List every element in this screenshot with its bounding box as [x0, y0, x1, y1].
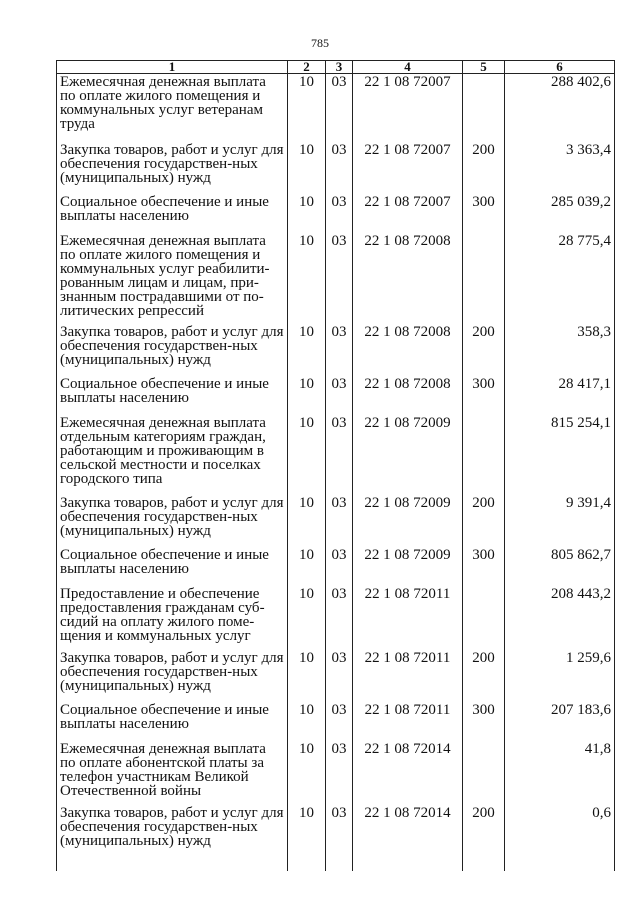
row-name-cell: Социальное обеспечение и иные выплаты населению [57, 547, 288, 586]
column-header: 3 [326, 61, 353, 74]
row-name-cell: Закупка товаров, работ и услуг для обеспечения государствен-ных (муниципальных) нужд [57, 650, 288, 702]
row-section-cell: 10 [288, 547, 326, 586]
row-expense-type-cell: 200 [463, 142, 505, 194]
table-row [57, 702, 615, 741]
table-row [57, 233, 615, 324]
row-section-cell: 10 [288, 376, 326, 415]
row-expense-type-cell [463, 233, 505, 324]
row-expense-type-cell: 300 [463, 376, 505, 415]
row-target-code-cell: 22 1 08 72009 [353, 415, 463, 495]
table-body [57, 74, 615, 871]
table-row [57, 194, 615, 233]
row-target-code-cell: 22 1 08 72011 [353, 586, 463, 650]
row-section-cell: 10 [288, 650, 326, 702]
row-section-cell: 10 [288, 805, 326, 871]
row-name-cell: Ежемесячная денежная выплата по оплате абонентской платы за телефон участникам Великой Отечественной войны [57, 741, 288, 805]
row-name-cell: Ежемесячная денежная выплата отдельным категориям граждан, работающим и проживающим в сельской местности и поселках городского типа [57, 415, 288, 495]
row-subsection-cell: 03 [326, 142, 353, 194]
row-expense-type-cell: 200 [463, 495, 505, 547]
row-subsection-cell: 03 [326, 650, 353, 702]
row-target-code-cell: 22 1 08 72008 [353, 233, 463, 324]
row-subsection-cell: 03 [326, 586, 353, 650]
column-header: 4 [353, 61, 463, 74]
row-section-cell: 10 [288, 233, 326, 324]
row-subsection-cell: 03 [326, 376, 353, 415]
row-expense-type-cell [463, 74, 505, 142]
table-row [57, 586, 615, 650]
row-name-cell: Ежемесячная денежная выплата по оплате жилого помещения и коммунальных услуг реабилити-рованным лицам и лицам, при-знанным пострадавшими от по-литических репрессий [57, 233, 288, 324]
row-section-cell: 10 [288, 741, 326, 805]
row-amount-cell: 207 183,6 [505, 702, 615, 741]
table-row [57, 805, 615, 871]
row-section-cell: 10 [288, 324, 326, 376]
row-target-code-cell: 22 1 08 72008 [353, 324, 463, 376]
row-target-code-cell: 22 1 08 72011 [353, 702, 463, 741]
row-subsection-cell: 03 [326, 547, 353, 586]
row-expense-type-cell: 200 [463, 650, 505, 702]
row-subsection-cell: 03 [326, 741, 353, 805]
row-subsection-cell: 03 [326, 805, 353, 871]
row-target-code-cell: 22 1 08 72008 [353, 376, 463, 415]
row-section-cell: 10 [288, 142, 326, 194]
row-subsection-cell: 03 [326, 495, 353, 547]
row-target-code-cell: 22 1 08 72011 [353, 650, 463, 702]
row-name-cell: Социальное обеспечение и иные выплаты населению [57, 702, 288, 741]
row-subsection-cell: 03 [326, 702, 353, 741]
header-row [57, 61, 615, 74]
row-amount-cell: 288 402,6 [505, 74, 615, 142]
column-header: 6 [505, 61, 615, 74]
row-name-cell: Предоставление и обеспечение предоставления гражданам суб-сидий на оплату жилого поме-щения и коммунальных услуг [57, 586, 288, 650]
row-section-cell: 10 [288, 586, 326, 650]
column-header: 1 [57, 61, 288, 74]
row-amount-cell: 1 259,6 [505, 650, 615, 702]
table-row [57, 376, 615, 415]
row-amount-cell: 208 443,2 [505, 586, 615, 650]
table-row [57, 650, 615, 702]
row-section-cell: 10 [288, 415, 326, 495]
row-section-cell: 10 [288, 702, 326, 741]
row-expense-type-cell: 300 [463, 547, 505, 586]
row-expense-type-cell [463, 741, 505, 805]
table-row [57, 495, 615, 547]
column-header: 2 [288, 61, 326, 74]
row-amount-cell: 358,3 [505, 324, 615, 376]
row-name-cell: Закупка товаров, работ и услуг для обеспечения государствен-ных (муниципальных) нужд [57, 805, 288, 871]
row-name-cell: Закупка товаров, работ и услуг для обеспечения государствен-ных (муниципальных) нужд [57, 324, 288, 376]
row-target-code-cell: 22 1 08 72009 [353, 547, 463, 586]
column-header: 5 [463, 61, 505, 74]
row-name-cell: Социальное обеспечение и иные выплаты населению [57, 194, 288, 233]
row-target-code-cell: 22 1 08 72007 [353, 142, 463, 194]
row-amount-cell: 0,6 [505, 805, 615, 871]
row-amount-cell: 815 254,1 [505, 415, 615, 495]
row-name-cell: Ежемесячная денежная выплата по оплате жилого помещения и коммунальных услуг ветеранам труда [57, 74, 288, 142]
row-amount-cell: 41,8 [505, 741, 615, 805]
row-amount-cell: 28 417,1 [505, 376, 615, 415]
row-name-cell: Закупка товаров, работ и услуг для обеспечения государствен-ных (муниципальных) нужд [57, 495, 288, 547]
table-row [57, 74, 615, 142]
row-amount-cell: 3 363,4 [505, 142, 615, 194]
page-number: 785 [311, 36, 329, 50]
row-expense-type-cell: 200 [463, 324, 505, 376]
table-row [57, 142, 615, 194]
row-target-code-cell: 22 1 08 72014 [353, 805, 463, 871]
row-target-code-cell: 22 1 08 72007 [353, 74, 463, 142]
row-expense-type-cell: 300 [463, 194, 505, 233]
row-expense-type-cell: 300 [463, 702, 505, 741]
row-amount-cell: 9 391,4 [505, 495, 615, 547]
row-subsection-cell: 03 [326, 415, 353, 495]
row-expense-type-cell: 200 [463, 805, 505, 871]
row-subsection-cell: 03 [326, 233, 353, 324]
row-section-cell: 10 [288, 194, 326, 233]
row-amount-cell: 805 862,7 [505, 547, 615, 586]
row-section-cell: 10 [288, 495, 326, 547]
row-target-code-cell: 22 1 08 72014 [353, 741, 463, 805]
table-row [57, 415, 615, 495]
row-name-cell: Социальное обеспечение и иные выплаты населению [57, 376, 288, 415]
row-name-cell: Закупка товаров, работ и услуг для обеспечения государствен-ных (муниципальных) нужд [57, 142, 288, 194]
row-subsection-cell: 03 [326, 194, 353, 233]
table-row [57, 547, 615, 586]
row-amount-cell: 285 039,2 [505, 194, 615, 233]
row-target-code-cell: 22 1 08 72009 [353, 495, 463, 547]
row-expense-type-cell [463, 415, 505, 495]
row-section-cell: 10 [288, 74, 326, 142]
row-target-code-cell: 22 1 08 72007 [353, 194, 463, 233]
table-row [57, 324, 615, 376]
row-subsection-cell: 03 [326, 324, 353, 376]
budget-table [56, 60, 615, 871]
row-expense-type-cell [463, 586, 505, 650]
row-subsection-cell: 03 [326, 74, 353, 142]
table-row [57, 741, 615, 805]
row-amount-cell: 28 775,4 [505, 233, 615, 324]
